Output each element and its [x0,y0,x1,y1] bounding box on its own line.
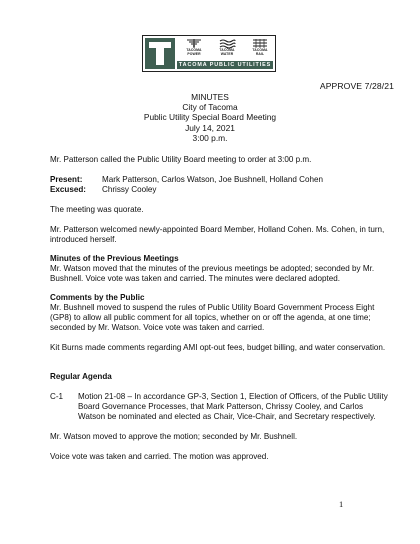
kit-burns-paragraph: Kit Burns made comments regarding AMI opt-out fees, budget billing, and water conservation. [50,343,386,352]
power-mark [179,38,209,62]
minutes-paragraph: Mr. Watson moved that the minutes of the previous meetings be adopted; seconded by Mr. Bushnell. Voice vote was taken and carried. The minutes were declared adopted. [50,264,375,283]
call-to-order: Mr. Patterson called the Public Utility Board meeting to order at 3:00 p.m. [50,155,312,164]
excused-label: Excused: [50,185,86,194]
present-row [50,175,323,185]
header-title: MINUTES [191,92,229,102]
header-city: City of Tacoma [182,102,238,113]
vote-paragraph: Voice vote was taken and carried. The motion was approved. [50,452,269,461]
header-time: 3:00 p.m. [192,132,228,143]
present-label: Present: [50,175,83,184]
comments-heading: Comments by the Public [50,293,145,302]
minutes-header [0,92,420,143]
power-caption: TACOMA POWER [186,48,202,56]
header-date: July 14, 2021 [185,122,235,133]
quorate-note: The meeting was quorate. [50,205,144,214]
minutes-heading: Minutes of the Previous Meetings [50,254,179,263]
header-meeting: Public Utility Special Board Meeting [143,112,277,123]
approval-stamp: APPROVE 7/28/21 [319,81,394,91]
present-value: Mark Patterson, Carlos Watson, Joe Bushnell, Holland Cohen [102,175,324,184]
page-number: 1 [339,500,344,509]
excused-value: Chrissy Cooley [102,185,157,194]
motion-paragraph: Mr. Watson moved to approve the motion; seconded by Mr. Bushnell. [50,432,298,441]
t-emblem-icon [145,38,175,69]
logo-band-text: TACOMA PUBLIC UTILITIES [178,62,272,68]
water-caption: TACOMA WATER [219,48,235,56]
rail-mark [245,38,275,62]
water-mark [212,38,242,62]
agenda-item-text: Motion 21-08 – In accordance GP-3, Section 1, Election of Officers, of the Public Utility Board Governance Processes, that Mark Patterson, Chrissy Cooley, and Carlos Watson be nominated and elected as Chair, Vice-Chair, and Secretary respectively. [78,392,388,421]
excused-row [50,185,156,195]
regular-agenda-heading: Regular Agenda [50,372,112,381]
rail-caption: TACOMA RAIL [252,48,268,56]
welcome-paragraph: Mr. Patterson welcomed newly-appointed Board Member, Holland Cohen. Ms. Cohen, in turn, introduced herself. [50,225,385,244]
comments-paragraph: Mr. Bushnell moved to suspend the rules of Public Utility Board Government Process Eight (GP8) to allow all public comment for all topics, whether on or off the agenda, at one time; seconded by Mr. Watson. Voice vote was taken and carried. [50,303,375,332]
tacoma-public-utilities-logo [142,35,276,72]
agenda-item-number: C-1 [50,392,64,401]
